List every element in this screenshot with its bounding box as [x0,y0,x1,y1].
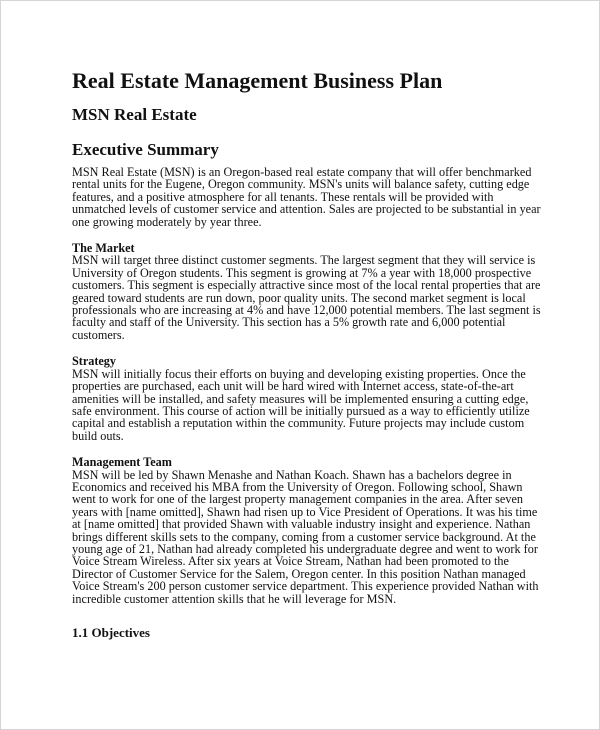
document-content [72,67,542,641]
company-name: MSN Real Estate [72,105,197,124]
management-team-heading: Management Team [72,455,172,470]
market-heading: The Market [72,241,135,256]
executive-summary-heading: Executive Summary [72,140,219,159]
market-text: MSN will target three distinct customer segments. The largest segment that they will service is University of Oregon students. This segment is growing at 7% a year with 18,000 prospective customers. This segment is especially attractive since most of the local rental properties that are geared toward students are run down, poor quality units. The second market segment is local professionals who are increasing at 4% and have 12,000 potential members. The last segment is faculty and staff of the University. This section has a 5% growth rate and 6,000 potential customers. [72,253,541,342]
executive-summary-text: MSN Real Estate (MSN) is an Oregon-based real estate company that will offer benchmarked rental units for the Eugene, Oregon community. MSN's units will balance safety, cutting edge features, and a positive atmosphere for all tenants. These rentals will be provided with unmatched levels of customer service and attention. Sales are projected to be substantial in year one growing moderately by year three. [72,165,541,229]
document-title: Real Estate Management Business Plan [72,68,443,93]
strategy-text: MSN will initially focus their efforts on buying and developing existing properties. Once the properties are purchased, each unit will be hard wired with Internet access, state-of-the-art amenities will be installed, and safety measures will be implemented ensuring a cutting edge, safe environment. This course of action will be initially pursued as a way to efficiently utilize capital and establish a reputation within the community. Future projects may include custom build outs. [72,366,530,443]
strategy-heading: Strategy [72,354,116,369]
management-team-text: MSN will be led by Shawn Menashe and Nathan Koach. Shawn has a bachelors degree in Economics and received his MBA from the University of Oregon. Following school, Shawn went to work for one of the largest property management companies in the area. After seven years with [name omitted], Shawn had risen up to Vice President of Operations. It was his time at [name omitted] that provided Shawn with valuable industry insight and experience. Nathan brings different skills sets to the company, coming from a customer service background. At the young age of 21, Nathan had already completed his undergraduate degree and went to work for Voice Stream Wireless. After six years at Voice Stream, Nathan had been promoted to the Director of Customer Service for the Salem, Oregon center. In this position Nathan managed Voice Stream's 200 person customer service department. This experience provided Nathan with incredible customer attention skills that he will leverage for MSN. [72,467,539,606]
objectives-heading: 1.1 Objectives [72,625,150,640]
